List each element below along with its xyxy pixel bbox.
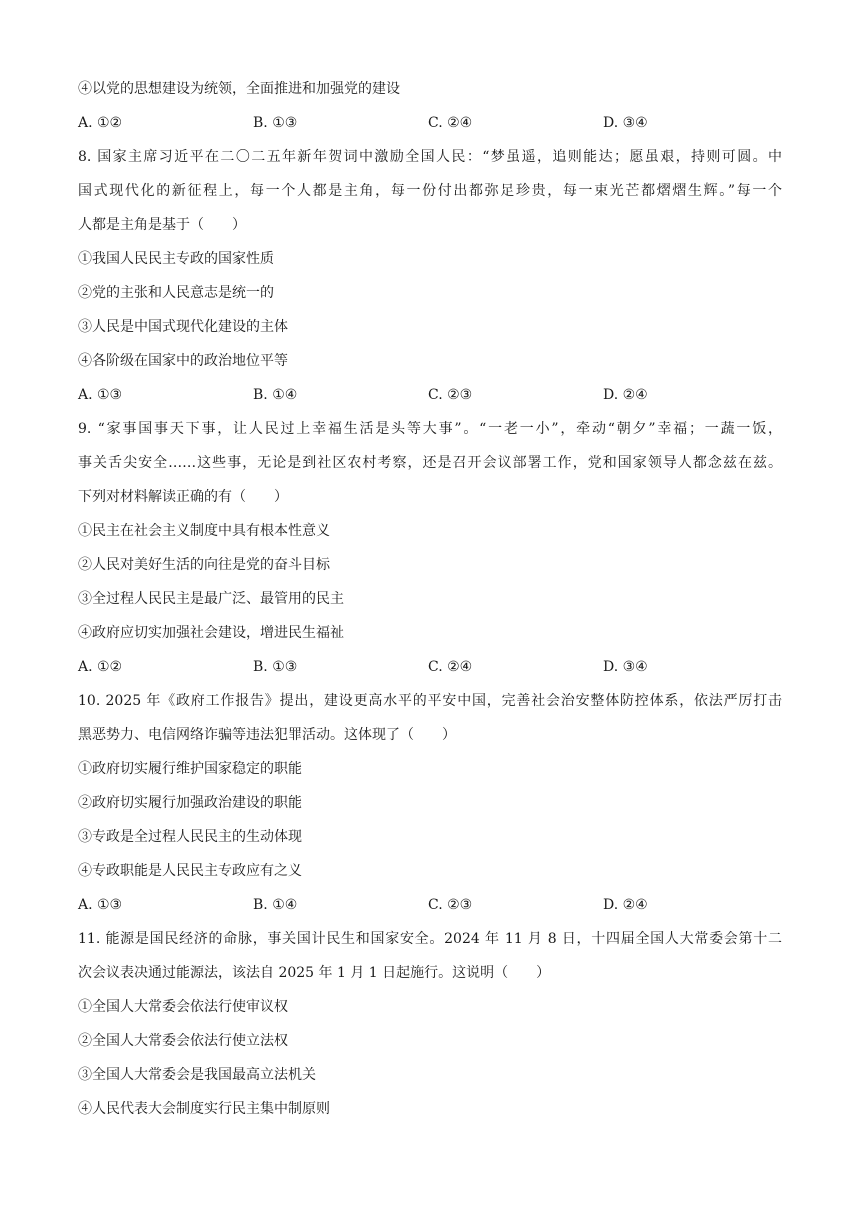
q10-item-4: ④专政职能是人民民主专政应有之义 bbox=[78, 863, 302, 879]
q10-option-d: D. ②④ bbox=[603, 897, 648, 913]
q11-stem-line-1: 11. 能源是国民经济的命脉，事关国计民生和国家安全。2024 年 11 月 8 日，十四届全国人大常委会第十二 bbox=[78, 931, 782, 947]
q9-stem-line-1: 9. “家事国事天下事，让人民过上幸福生活是头等大事”。“一老一小”，牵动“朝夕”幸福；一蔬一饭， bbox=[78, 421, 782, 437]
q10-option-a: A. ①③ bbox=[78, 897, 123, 913]
q10-option-c: C. ②③ bbox=[428, 897, 473, 913]
q9-option-c: C. ②④ bbox=[428, 659, 473, 675]
q9-option-b: B. ①③ bbox=[253, 659, 298, 675]
q7-option-a: A. ①② bbox=[78, 115, 123, 131]
question-11 bbox=[78, 922, 782, 1126]
q9-option-a: A. ①② bbox=[78, 659, 123, 675]
question-7 bbox=[78, 72, 782, 140]
q10-stem-line-1: 10. 2025 年《政府工作报告》提出，建设更高水平的平安中国，完善社会治安整体防控体系，依法严厉打击 bbox=[78, 693, 782, 709]
q7-option-d: D. ③④ bbox=[603, 115, 648, 131]
q8-option-d: D. ②④ bbox=[603, 387, 648, 403]
q8-option-b: B. ①④ bbox=[253, 387, 298, 403]
q8-option-c: C. ②③ bbox=[428, 387, 473, 403]
q8-stem-line-1: 8. 国家主席习近平在二〇二五年新年贺词中激励全国人民：“梦虽遥，追则能达；愿虽艰，持则可圆。中 bbox=[78, 149, 782, 165]
q9-stem-line-3: 下列对材料解读正确的有（ ） bbox=[78, 489, 288, 505]
q8-stem-line-3: 人都是主角是基于（ ） bbox=[78, 217, 246, 233]
q7-item-4: ④以党的思想建设为统领，全面推进和加强党的建设 bbox=[78, 81, 400, 97]
q9-item-3: ③全过程人民民主是最广泛、最管用的民主 bbox=[78, 591, 344, 607]
q8-item-3: ③人民是中国式现代化建设的主体 bbox=[78, 319, 288, 335]
q11-item-4: ④人民代表大会制度实行民主集中制原则 bbox=[78, 1101, 330, 1117]
q10-option-b: B. ①④ bbox=[253, 897, 298, 913]
q10-item-3: ③专政是全过程人民民主的生动体现 bbox=[78, 829, 302, 845]
q11-item-1: ①全国人大常委会依法行使审议权 bbox=[78, 999, 288, 1015]
q10-item-1: ①政府切实履行维护国家稳定的职能 bbox=[78, 761, 302, 777]
q7-option-b: B. ①③ bbox=[253, 115, 298, 131]
q11-stem-line-2: 次会议表决通过能源法，该法自 2025 年 1 月 1 日起施行。这说明（ ） bbox=[78, 965, 551, 981]
q9-item-1: ①民主在社会主义制度中具有根本性意义 bbox=[78, 523, 330, 539]
q7-options bbox=[78, 106, 782, 140]
q11-item-2: ②全国人大常委会依法行使立法权 bbox=[78, 1033, 288, 1049]
q9-option-d: D. ③④ bbox=[603, 659, 648, 675]
q11-item-3: ③全国人大常委会是我国最高立法机关 bbox=[78, 1067, 316, 1083]
q8-options bbox=[78, 378, 782, 412]
question-9 bbox=[78, 412, 782, 684]
q9-item-4: ④政府应切实加强社会建设，增进民生福祉 bbox=[78, 625, 344, 641]
q7-option-c: C. ②④ bbox=[428, 115, 473, 131]
q10-stem-line-2: 黑恶势力、电信网络诈骗等违法犯罪活动。这体现了（ ） bbox=[78, 727, 456, 743]
q9-options bbox=[78, 650, 782, 684]
q8-option-a: A. ①③ bbox=[78, 387, 123, 403]
q8-item-2: ②党的主张和人民意志是统一的 bbox=[78, 285, 274, 301]
q10-options bbox=[78, 888, 782, 922]
q9-item-2: ②人民对美好生活的向往是党的奋斗目标 bbox=[78, 557, 330, 573]
question-10 bbox=[78, 684, 782, 922]
q9-stem-line-2: 事关舌尖安全……这些事，无论是到社区农村考察，还是召开会议部署工作，党和国家领导人都念兹在兹。 bbox=[78, 455, 782, 471]
q10-item-2: ②政府切实履行加强政治建设的职能 bbox=[78, 795, 302, 811]
question-8 bbox=[78, 140, 782, 412]
q8-stem-line-2: 国式现代化的新征程上，每一个人都是主角，每一份付出都弥足珍贵，每一束光芒都熠熠生辉。”每一个 bbox=[78, 183, 782, 199]
q8-item-1: ①我国人民民主专政的国家性质 bbox=[78, 251, 274, 267]
q8-item-4: ④各阶级在国家中的政治地位平等 bbox=[78, 353, 288, 369]
